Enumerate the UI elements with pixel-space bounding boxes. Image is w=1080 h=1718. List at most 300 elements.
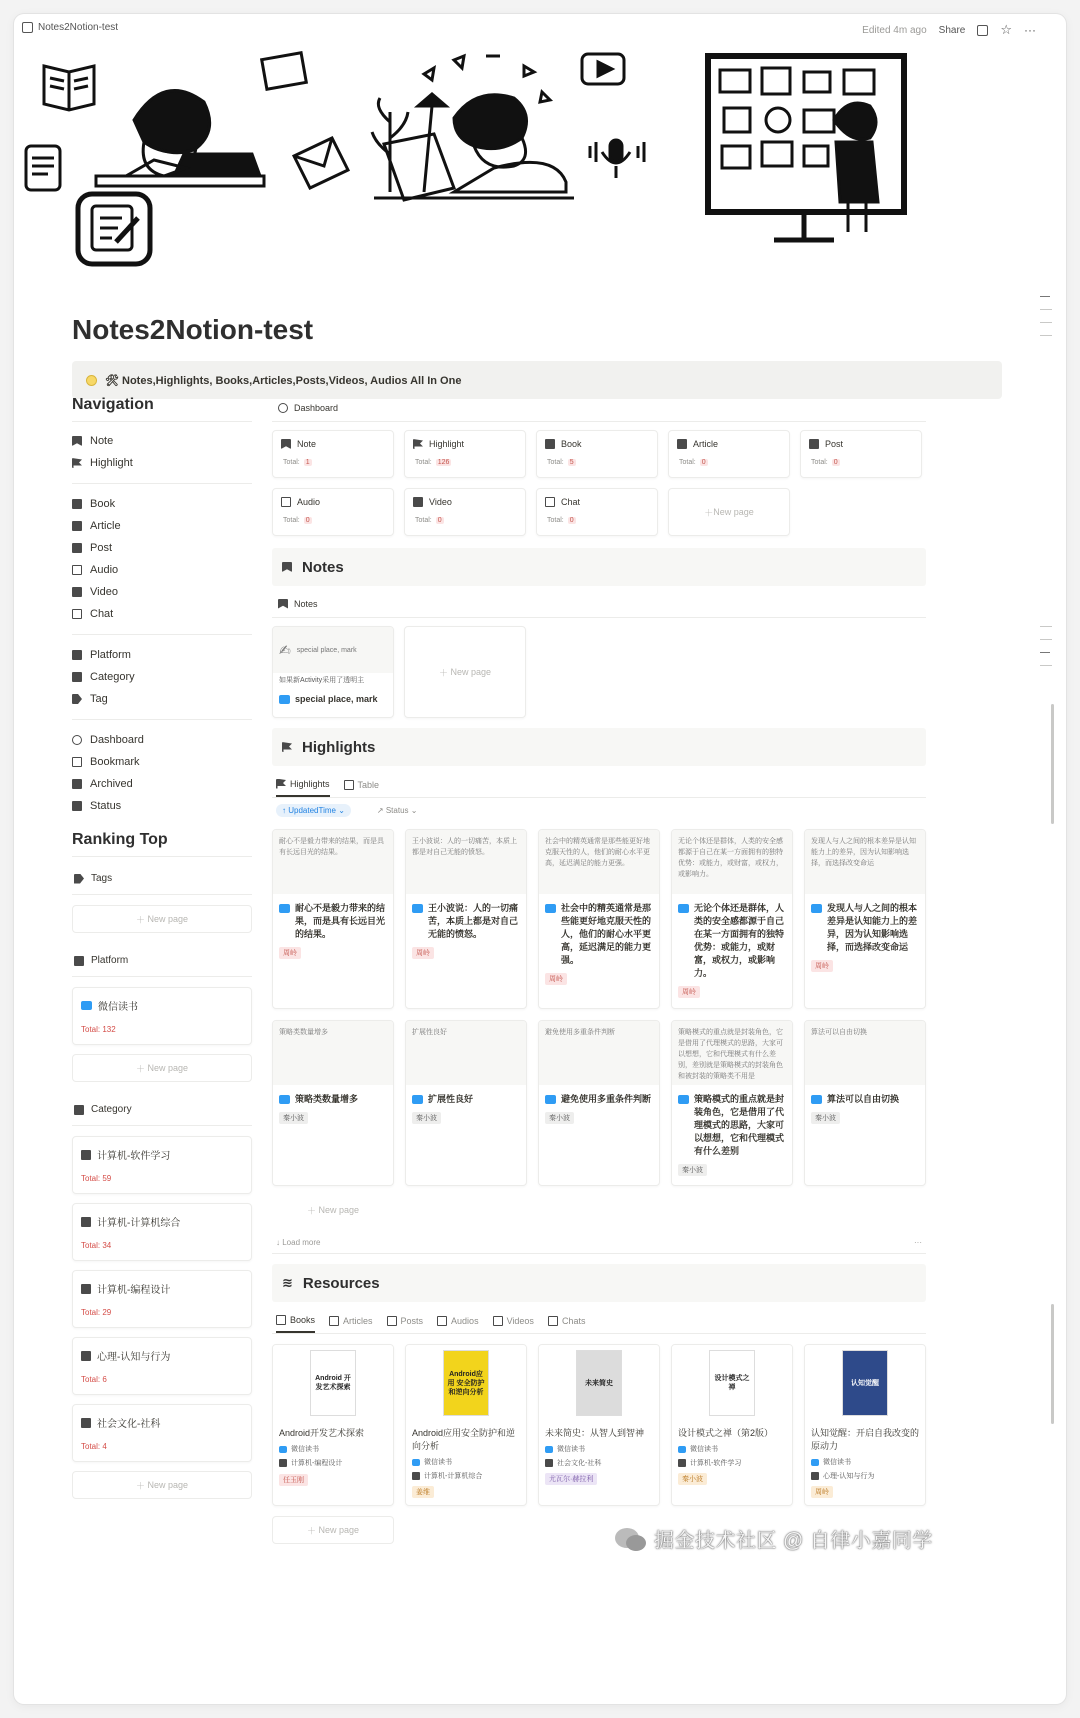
dashboard-card-name: Highlight	[429, 439, 465, 449]
total-prefix: Total:	[547, 459, 564, 466]
dashboard-card-total	[545, 459, 649, 466]
main-column	[272, 394, 926, 1558]
chats-icon	[548, 1316, 558, 1326]
total-prefix: Total:	[679, 459, 696, 466]
category-total: Total: 29	[81, 1308, 112, 1317]
book-card[interactable]	[272, 1344, 394, 1506]
new-page-button[interactable]: ＋ New page	[404, 626, 526, 718]
toc-markers-2[interactable]	[1040, 626, 1052, 678]
note-card[interactable]	[272, 626, 394, 718]
resources-view-tabs	[272, 1308, 926, 1334]
total-prefix: Total:	[811, 459, 828, 466]
book-card[interactable]	[804, 1344, 926, 1506]
category-icon	[81, 1284, 91, 1294]
book-body	[539, 1421, 659, 1492]
article-icon	[72, 521, 82, 531]
nav-item-bookmark[interactable]	[72, 751, 252, 773]
tab-label: Videos	[506, 1315, 534, 1326]
highlight-card[interactable]	[272, 829, 394, 1009]
nav-item-post[interactable]	[72, 537, 252, 559]
post-icon	[72, 543, 82, 553]
callout-text: 🛠 Notes,Highlights, Books,Articles,Posts,Videos, Audios All In One	[105, 374, 462, 387]
category-card-title	[81, 1415, 243, 1430]
dashboard-card-title	[281, 439, 385, 449]
category-total: Total: 6	[81, 1375, 107, 1384]
tab-books[interactable]	[276, 1308, 315, 1333]
author-tag: 周岭	[545, 973, 567, 985]
nav-item-label: Archived	[90, 778, 133, 790]
highlight-body	[805, 1085, 925, 1131]
nav-item-label: Note	[90, 435, 114, 447]
category-name: 社会文化-社科	[97, 1419, 161, 1430]
page-title[interactable]: Notes2Notion-test	[72, 314, 314, 345]
tab-posts[interactable]	[387, 1308, 424, 1333]
dashboard-card-title	[809, 439, 913, 449]
category-name: 计算机-编程设计	[97, 1285, 171, 1296]
book-cover	[539, 1345, 659, 1421]
flag-icon	[282, 742, 292, 752]
category-icon	[81, 1418, 91, 1428]
highlights-view-tabs	[272, 772, 926, 798]
dashboard-label: Dashboard	[294, 402, 339, 413]
note-title: special place, mark	[295, 694, 378, 704]
category-card[interactable]	[72, 1270, 252, 1328]
book-cover	[672, 1345, 792, 1421]
highlight-preview: 社会中的精英通常是那些能更好地克服天性的人，他们的耐心水平更高，延迟满足的能力更强。	[539, 830, 659, 894]
tags-subhead[interactable]	[72, 865, 252, 895]
tab-label: Chats	[561, 1315, 586, 1326]
notes-tab[interactable]	[272, 590, 926, 618]
book-title-row	[545, 1427, 653, 1440]
book-platform-name: 微信读书	[557, 1446, 585, 1453]
comment-icon[interactable]	[977, 25, 988, 36]
category-total: Total: 59	[81, 1174, 112, 1183]
nav-item-label: Status	[90, 800, 122, 812]
nav-item-label: Audio	[90, 564, 119, 576]
total-value: 0	[305, 517, 310, 524]
total-prefix: Total:	[415, 517, 432, 524]
book-title: 认知觉醒：开启自我改变的原动力	[811, 1428, 920, 1451]
author-tag: 周岭	[811, 960, 833, 972]
top-bar	[14, 14, 1066, 42]
book-cover	[406, 1345, 526, 1421]
dashboard-card-name: Note	[297, 439, 317, 449]
total-prefix: Total:	[547, 517, 564, 524]
note-subtext: 如果新Activity采用了透明主	[279, 677, 365, 684]
star-icon[interactable]: ☆	[1000, 22, 1012, 37]
tab-label: Audios	[451, 1315, 479, 1326]
highlight-preview: 无论个体还是群体，人类的安全感都源于自己在某一方面拥有的独特优势：或能力，或财富，或权力，或影响力。	[672, 830, 792, 894]
tab-highlights[interactable]	[276, 772, 330, 797]
dashboard-card-total	[281, 517, 385, 524]
category-icon	[72, 672, 82, 682]
wechat-read-icon	[412, 1459, 420, 1466]
watermark: 掘金技术社区 @ 自律小嘉同学	[654, 1530, 933, 1552]
chat-icon	[72, 609, 82, 619]
book-icon	[545, 439, 555, 449]
more-icon[interactable]: ···	[914, 1238, 922, 1247]
book-card[interactable]	[405, 1344, 527, 1506]
total-value: 126	[437, 459, 450, 466]
nav-divider	[72, 474, 252, 484]
book-card[interactable]	[671, 1344, 793, 1506]
tab-chats[interactable]	[548, 1308, 586, 1333]
nav-item-archived[interactable]	[72, 773, 252, 795]
highlight-title-row	[811, 902, 919, 954]
dashboard-gallery	[272, 430, 926, 536]
dashboard-card-name: Book	[561, 439, 582, 449]
highlight-body	[406, 894, 526, 966]
flag-icon	[276, 779, 286, 789]
book-title-row	[279, 1427, 387, 1440]
nav-item-label: Highlight	[90, 457, 133, 469]
highlight-body	[273, 894, 393, 966]
notes-heading[interactable]	[272, 548, 926, 586]
platform-name: 微信读书	[98, 1002, 138, 1013]
scrollbar-lower[interactable]	[1051, 1304, 1054, 1424]
book-category-name: 计算机-软件学习	[690, 1460, 742, 1467]
highlight-card[interactable]	[804, 829, 926, 1009]
highlight-card[interactable]	[405, 829, 527, 1009]
tab-label: Posts	[400, 1315, 424, 1326]
highlight-icon	[279, 904, 290, 913]
nav-item-label: Dashboard	[90, 734, 144, 746]
dashboard-card-total	[545, 517, 649, 524]
book-category-name: 心理-认知与行为	[823, 1473, 875, 1480]
tab-videos[interactable]	[493, 1308, 534, 1333]
author-tag: 周岭	[279, 947, 301, 959]
highlight-title: 策略类数量增多	[295, 1094, 359, 1104]
category-card[interactable]	[72, 1203, 252, 1261]
highlight-card[interactable]	[804, 1020, 926, 1186]
dashboard-card-book[interactable]	[536, 430, 658, 478]
highlight-icon	[413, 439, 423, 449]
post-icon	[809, 439, 819, 449]
category-icon	[81, 1150, 91, 1160]
dashboard-card-audio[interactable]	[272, 488, 394, 536]
highlight-icon	[678, 1095, 689, 1104]
dashboard-card-title	[677, 439, 781, 449]
new-page-label: New page	[318, 1525, 360, 1535]
total-value: 1	[305, 459, 310, 466]
wechat-read-icon	[545, 1446, 553, 1453]
highlight-title-row	[678, 1093, 786, 1158]
new-page-button[interactable]: ＋ New page	[72, 1054, 252, 1082]
table-of-contents-markers[interactable]	[1040, 296, 1052, 348]
bookmark-icon	[72, 757, 82, 767]
nav-item-article[interactable]	[72, 515, 252, 537]
book-cover-image: 设计模式之禅	[709, 1350, 755, 1416]
category-label: Category	[91, 1104, 132, 1115]
page-icon	[22, 22, 33, 33]
nav-item-book[interactable]	[72, 493, 252, 515]
highlight-title-row	[279, 1093, 387, 1106]
highlight-preview: 策略类数量增多	[273, 1021, 393, 1085]
highlight-body	[406, 1085, 526, 1131]
notes-gallery	[272, 626, 926, 718]
video-icon	[413, 497, 423, 507]
share-button[interactable]: Share	[938, 24, 966, 36]
author-tag: 周岭	[811, 1486, 833, 1498]
pencil-icon: ✍	[279, 641, 291, 658]
dashboard-card-total	[281, 459, 385, 466]
author-tag: 秦小波	[678, 1164, 707, 1176]
book-card[interactable]	[538, 1344, 660, 1506]
highlight-title-row	[412, 1093, 520, 1106]
dashboard-card-chat[interactable]	[536, 488, 658, 536]
dashboard-tab[interactable]	[272, 394, 926, 422]
book-platform	[412, 1457, 520, 1467]
new-page-label: New page	[318, 1205, 360, 1215]
book-platform	[545, 1444, 653, 1454]
tab-label: Table	[357, 779, 380, 790]
highlight-card[interactable]	[538, 829, 660, 1009]
highlight-title: 扩展性良好	[428, 1094, 474, 1104]
nav-item-status[interactable]	[72, 795, 252, 817]
resources-heading[interactable]	[272, 1264, 926, 1302]
highlight-card[interactable]	[671, 829, 793, 1009]
book-title: Android应用安全防护和逆向分析	[412, 1428, 516, 1451]
tab-label: Articles	[343, 1315, 373, 1326]
sort-label: UpdatedTime	[288, 806, 336, 815]
articles-icon	[329, 1316, 339, 1326]
highlight-body	[539, 1085, 659, 1131]
new-page-button[interactable]: ＋ New page	[72, 1471, 252, 1499]
filter-bar	[276, 804, 926, 817]
category-card-title	[81, 1147, 243, 1162]
note-icon	[72, 436, 82, 446]
highlights-gallery	[272, 829, 926, 1186]
category-name: 计算机-计算机综合	[97, 1218, 181, 1229]
category-card-title	[81, 1281, 243, 1296]
nav-item-highlight[interactable]	[72, 452, 252, 474]
nav-item-label: Bookmark	[90, 756, 140, 768]
category-icon	[678, 1459, 686, 1467]
new-page-label: New page	[147, 1480, 189, 1490]
book-cover-image: 未来简史	[576, 1350, 622, 1416]
sort-updated-time-chip[interactable]: ↑ UpdatedTime ⌄	[276, 804, 351, 817]
platform-total: Total: 132	[81, 1025, 116, 1034]
book-category	[678, 1458, 786, 1468]
highlight-title-row	[678, 902, 786, 980]
notion-window	[14, 14, 1066, 1704]
bookmark-icon	[278, 599, 288, 609]
note-preview: special place, mark	[296, 646, 357, 654]
load-more-button[interactable]: ↓ Load more	[276, 1238, 321, 1247]
scrollbar[interactable]	[1051, 704, 1054, 824]
book-platform	[279, 1444, 387, 1454]
author-tag: 任玉刚	[279, 1474, 308, 1486]
new-page-button[interactable]: ＋ New page	[306, 1205, 360, 1216]
edited-status: Edited 4m ago	[862, 24, 927, 36]
highlight-icon	[279, 1095, 290, 1104]
author-tag: 秦小波	[545, 1112, 574, 1124]
category-icon	[545, 1459, 553, 1467]
highlight-card[interactable]	[538, 1020, 660, 1186]
highlight-preview: 扩展性良好	[406, 1021, 526, 1085]
dashboard-card-note[interactable]	[272, 430, 394, 478]
nav-item-dashboard[interactable]	[72, 729, 252, 751]
platform-icon	[74, 956, 84, 966]
nav-item-label: Platform	[90, 649, 131, 661]
category-icon	[81, 1217, 91, 1227]
article-icon	[677, 439, 687, 449]
book-title: 设计模式之禅（第2版）	[678, 1428, 774, 1438]
nav-item-category[interactable]	[72, 666, 252, 688]
highlights-title: Highlights	[302, 738, 376, 756]
highlight-preview: 策略模式的重点就是封装角色，它是借用了代理模式的思路，大家可以想想，它和代理模式有什么差别，差别就是策略模式的封装角色和被封装的策略类不用是	[672, 1021, 792, 1085]
highlight-card[interactable]	[405, 1020, 527, 1186]
breadcrumb-title[interactable]: Notes2Notion-test	[38, 22, 119, 33]
tab-table[interactable]	[344, 772, 380, 797]
nav-item-video[interactable]	[72, 581, 252, 603]
notes-tab-label: Notes	[294, 598, 318, 609]
new-page-button[interactable]: ＋ New page	[72, 905, 252, 933]
book-title-row	[811, 1427, 919, 1453]
highlight-title: 避免使用多重条件判断	[561, 1094, 652, 1104]
author-tag: 周岭	[412, 947, 434, 959]
lightbulb-icon	[86, 375, 97, 386]
book-platform-name: 微信读书	[424, 1459, 452, 1466]
category-name: 计算机-软件学习	[97, 1151, 171, 1162]
category-icon	[811, 1472, 819, 1480]
book-title-row	[412, 1427, 520, 1453]
highlight-preview: 避免使用多重条件判断	[539, 1021, 659, 1085]
note-icon	[281, 439, 291, 449]
highlight-title: 算法可以自由切换	[827, 1094, 900, 1104]
tab-articles[interactable]	[329, 1308, 373, 1333]
resources-title: Resources	[302, 1274, 380, 1292]
cover-image	[14, 42, 1066, 292]
dashboard-card-article[interactable]	[668, 430, 790, 478]
navigation-column	[72, 396, 252, 1513]
category-card[interactable]	[72, 1136, 252, 1194]
audio-icon	[72, 565, 82, 575]
dashboard-card-name: Article	[693, 439, 719, 449]
book-category	[545, 1458, 653, 1468]
nav-item-label: Article	[90, 520, 121, 532]
wechat-read-icon	[811, 1459, 819, 1466]
dashboard-card-name: Post	[825, 439, 844, 449]
dashboard-card-video[interactable]	[404, 488, 526, 536]
platform-card[interactable]	[72, 987, 252, 1045]
note-icon	[279, 695, 290, 704]
dashboard-card-total	[677, 459, 781, 466]
tab-label: Books	[290, 1314, 316, 1325]
bookmark-icon	[282, 562, 292, 572]
nav-item-label: Chat	[90, 608, 114, 620]
author-tag: 秦小波	[412, 1112, 441, 1124]
nav-item-audio[interactable]	[72, 559, 252, 581]
nav-item-label: Book	[90, 498, 116, 510]
highlight-body	[539, 894, 659, 992]
navigation-title: Navigation	[72, 396, 252, 422]
highlight-icon	[678, 904, 689, 913]
table-icon	[344, 780, 354, 790]
ranking-title: Ranking Top	[72, 831, 252, 857]
author-tag: 秦小波	[811, 1112, 840, 1124]
highlight-title: 耐心不是毅力带来的结果，而是具有长远目光的结果。	[295, 903, 386, 939]
load-more-row	[272, 1238, 926, 1254]
dashboard-card-title	[281, 497, 385, 507]
tab-audios[interactable]	[437, 1308, 479, 1333]
total-prefix: Total:	[283, 459, 300, 466]
wechat-read-icon	[81, 1001, 92, 1010]
audio-icon	[281, 497, 291, 507]
category-card[interactable]	[72, 1337, 252, 1395]
highlights-heading[interactable]	[272, 728, 926, 766]
highlight-icon	[811, 1095, 822, 1104]
new-page-button[interactable]: ＋ New page	[272, 1516, 394, 1544]
highlight-icon	[412, 1095, 423, 1104]
book-icon	[72, 499, 82, 509]
dashboard-icon	[72, 735, 82, 745]
dashboard-card-highlight[interactable]	[404, 430, 526, 478]
platform-label: Platform	[91, 955, 129, 966]
chat-icon	[545, 497, 555, 507]
new-page-label: New page	[450, 667, 492, 677]
nav-item-tag[interactable]	[72, 688, 252, 710]
category-card[interactable]	[72, 1404, 252, 1462]
new-page-label: New page	[147, 1063, 189, 1073]
book-body	[273, 1421, 393, 1493]
highlight-body	[273, 1085, 393, 1131]
author-tag: 秦小波	[279, 1112, 308, 1124]
platform-subhead[interactable]	[72, 947, 252, 977]
status-filter-chip[interactable]: ↗ Status ⌄	[376, 806, 418, 815]
highlight-icon	[72, 458, 82, 468]
highlight-body	[672, 1085, 792, 1183]
tag-icon	[72, 694, 82, 704]
wechat-read-icon	[279, 1446, 287, 1453]
more-icon[interactable]: ···	[1024, 23, 1036, 37]
book-category-name: 计算机-编程设计	[291, 1460, 343, 1467]
audios-icon	[437, 1316, 447, 1326]
book-category	[412, 1471, 520, 1481]
tags-label: Tags	[91, 873, 113, 884]
dashboard-card-title	[545, 497, 649, 507]
highlight-title: 社会中的精英通常是那些能更好地克服天性的人，他们的耐心水平更高，延迟满足的能力更强。	[561, 903, 652, 965]
status-label: Status	[385, 806, 409, 815]
highlight-card[interactable]	[272, 1020, 394, 1186]
category-total: Total: 4	[81, 1442, 107, 1451]
category-list	[72, 1136, 252, 1462]
book-title: Android开发艺术探索	[279, 1428, 365, 1438]
nav-item-label: Post	[90, 542, 113, 554]
highlight-body	[805, 894, 925, 979]
author-tag: 尤瓦尔·赫拉利	[545, 1473, 597, 1485]
dashboard-card-post[interactable]	[800, 430, 922, 478]
navigation-list	[72, 430, 252, 817]
archived-icon	[72, 779, 82, 789]
new-page-button[interactable]: ＋ New page	[668, 488, 790, 536]
highlight-title-row	[545, 1093, 653, 1106]
nav-item-chat[interactable]	[72, 603, 252, 625]
nav-item-platform[interactable]	[72, 644, 252, 666]
highlight-card[interactable]	[671, 1020, 793, 1186]
nav-item-label: Category	[90, 671, 135, 683]
books-icon	[276, 1315, 286, 1325]
dashboard-card-name: Chat	[561, 497, 581, 507]
nav-item-note[interactable]	[72, 430, 252, 452]
total-value: 5	[569, 459, 574, 466]
category-name: 心理-认知与行为	[97, 1352, 171, 1363]
category-subhead[interactable]	[72, 1096, 252, 1126]
book-category	[279, 1458, 387, 1468]
nav-item-label: Tag	[90, 693, 108, 705]
highlight-preview: 王小波说：人的一切痛苦，本质上都是对自己无能的愤怒。	[406, 830, 526, 894]
total-value: 0	[437, 517, 442, 524]
